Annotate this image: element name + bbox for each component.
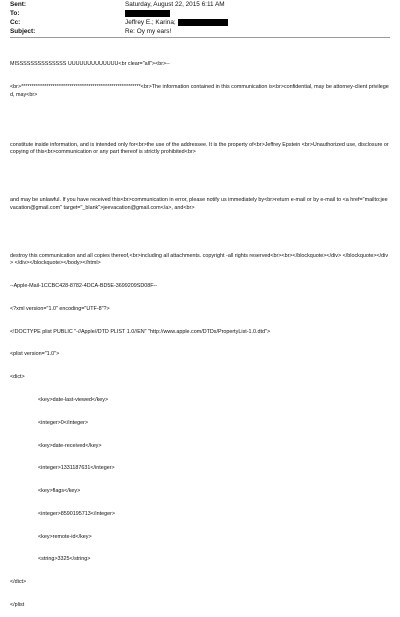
sent-label: Sent: xyxy=(10,1,26,8)
cc-redaction xyxy=(178,19,228,26)
body-line-3: constitute inside information, and is intended only for<br>the use of the addressee. It is the property of<br>Jeffrey Epstein <br>Unauthorized use, disclosure or copying of this<br>communication or any part thereof is strictly prohibited<br> xyxy=(10,141,391,156)
to-redaction xyxy=(125,10,170,17)
subject-label: Subject: xyxy=(10,28,36,35)
plist-entry: <key>remote-id</key> xyxy=(38,533,92,540)
cc-value: Jeffrey E.; Karina; xyxy=(125,19,176,26)
body-line-4: and may be unlawful. If you have received this<br>communication in error, please notify us immediately by<br>return e-mail or by e-mail to <a href="mailto:jeevacation@gmail.com" target="_blank">jeevacation@gmail.com</a>, and<br> xyxy=(10,197,388,211)
email-header xyxy=(10,0,350,36)
spacer xyxy=(10,172,390,182)
sent-row xyxy=(10,0,350,9)
plist-close: </plist xyxy=(10,601,25,608)
sent-value: Saturday, August 22, 2015 6:11 AM xyxy=(125,1,225,8)
to-label: To: xyxy=(10,10,20,17)
cc-value-wrap xyxy=(125,18,228,27)
xml-declaration: <?xml version="1.0" encoding="UTF-8"?> xyxy=(10,305,110,312)
cc-row xyxy=(10,18,350,27)
dict-close: </dict> xyxy=(10,579,27,586)
spacer xyxy=(10,114,390,126)
body-line-5: destroy this communication and all copies thereof,<br>including all attachments. copyright -all rights reserved<br><br></blockquote></div> </blockquote></div> </div></blockquote></body></html> xyxy=(10,252,389,267)
cc-label: Cc: xyxy=(10,19,21,26)
spacer xyxy=(10,227,390,237)
plist-entry: <key>flags</key> xyxy=(38,488,81,495)
plist-entry: <integer>8590195713</integer> xyxy=(38,510,116,517)
dict-open: <dict> xyxy=(10,374,25,381)
plist-entry: <key>date-received</key> xyxy=(38,442,102,449)
plist-entry: <integer>1331187631</integer> xyxy=(38,465,115,472)
plist-open: <plist version="1.0"> xyxy=(10,351,60,358)
to-value xyxy=(125,9,170,18)
body-line-2: <br>*********************************************************<br>The information contained in this communication is<br>confidential, may be attorney-client privileged, may<br> xyxy=(10,83,389,98)
plist-entry: <string>3325</string> xyxy=(38,556,91,563)
plist-entry: <key>date-last-viewed</key> xyxy=(38,396,109,403)
subject-value: Re: Oy my ears! xyxy=(125,28,172,35)
body-line-1: MISSSSSSSSSSSSSS UUUUUUUUUUUUU<br clear="all"><br>-- xyxy=(10,61,170,68)
plist-entry: <integer>0</integer> xyxy=(38,419,89,426)
header-divider xyxy=(10,37,390,38)
doctype-line: <!DOCTYPE plist PUBLIC "-//Apple//DTD PLIST 1.0//EN" "http://www.apple.com/DTDs/PropertyList-1.0.dtd"> xyxy=(10,328,271,335)
mime-boundary: --Apple-Mail-1CCBC428-8782-4DCA-BD5E-3699209SD08F-- xyxy=(10,283,158,290)
email-body xyxy=(10,46,390,617)
subject-row xyxy=(10,27,350,36)
to-row xyxy=(10,9,350,18)
